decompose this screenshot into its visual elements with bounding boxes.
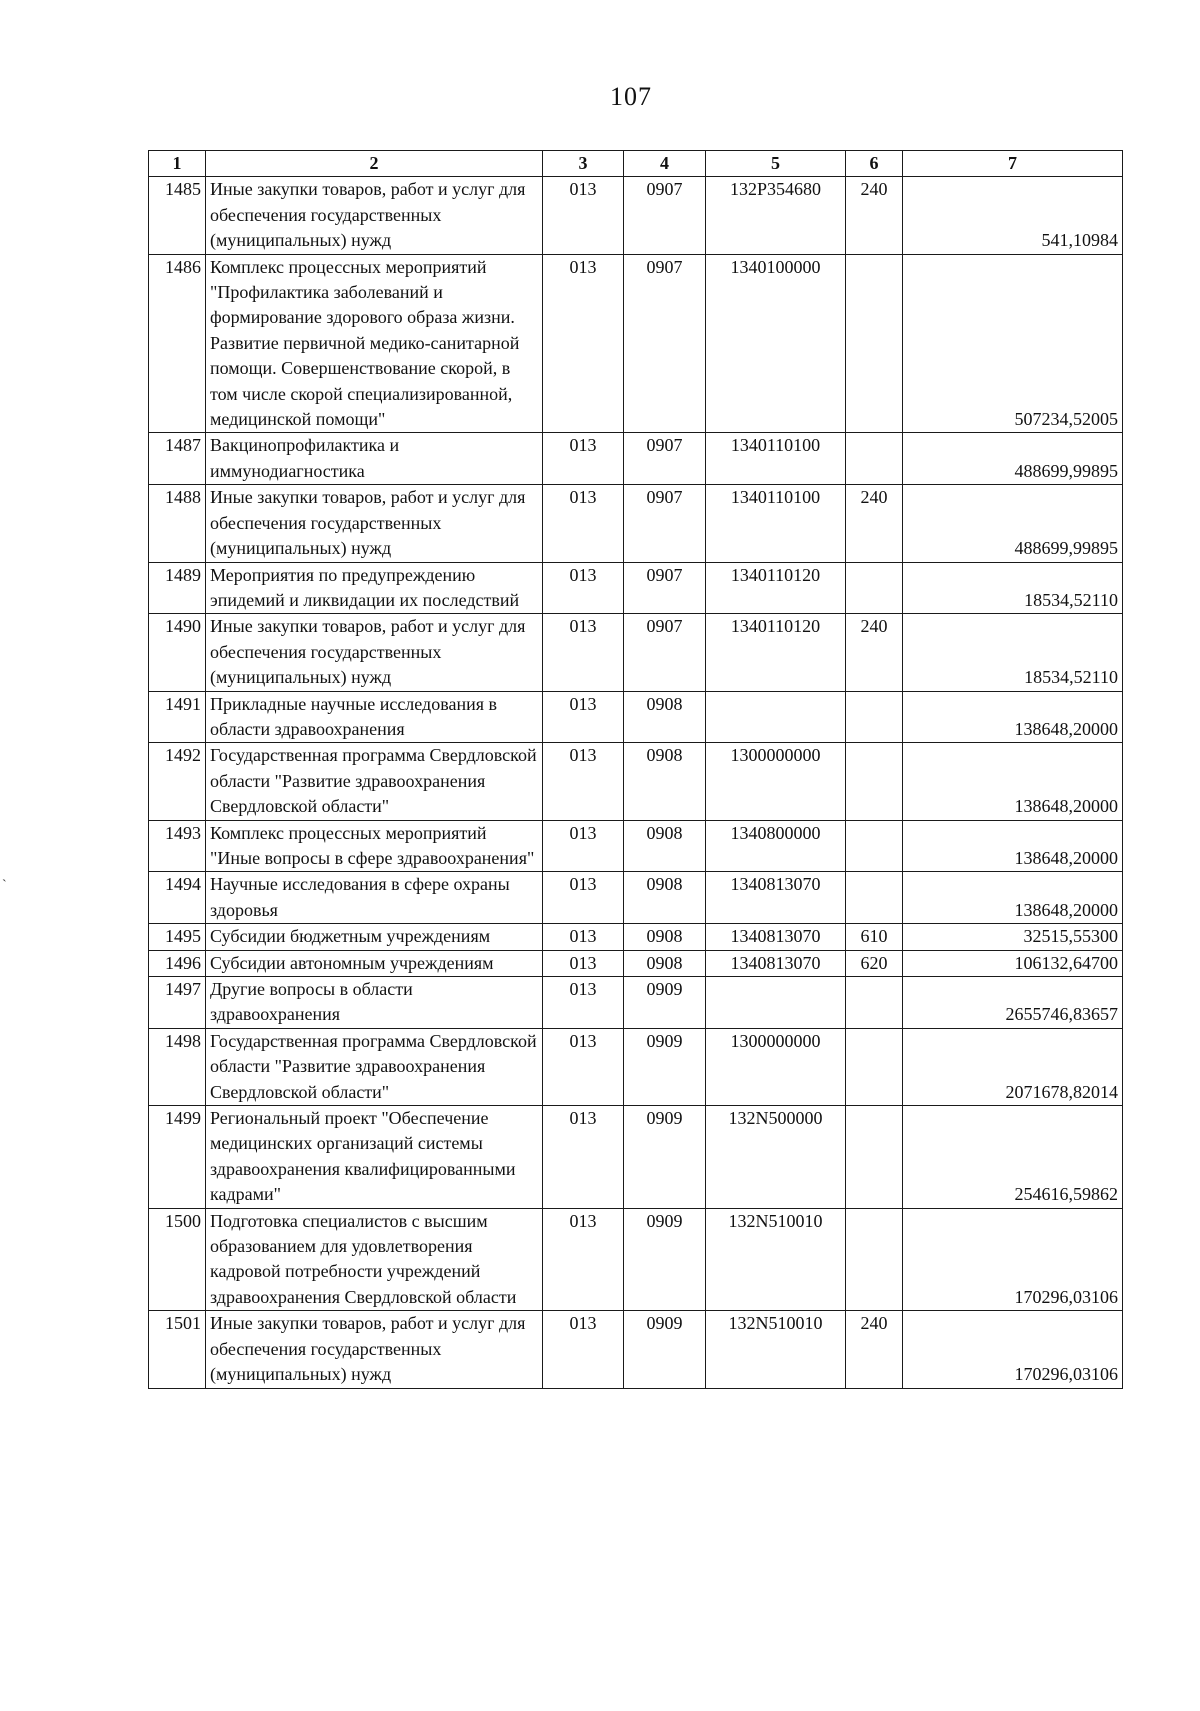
section-code: 0907 bbox=[624, 614, 706, 691]
section-code: 0909 bbox=[624, 1311, 706, 1388]
ministry-code: 013 bbox=[543, 950, 624, 976]
target-article-code: 1300000000 bbox=[706, 1028, 846, 1105]
expense-type-code bbox=[846, 743, 903, 820]
amount: 18534,52110 bbox=[903, 614, 1123, 691]
header-row bbox=[149, 151, 1123, 177]
ministry-code: 013 bbox=[543, 614, 624, 691]
ministry-code: 013 bbox=[543, 1106, 624, 1209]
ministry-code: 013 bbox=[543, 1028, 624, 1105]
row-number: 1490 bbox=[149, 614, 206, 691]
expense-type-code: 620 bbox=[846, 950, 903, 976]
ministry-code: 013 bbox=[543, 820, 624, 872]
expense-type-code: 240 bbox=[846, 485, 903, 562]
amount: 541,10984 bbox=[903, 177, 1123, 254]
header-col-3: 3 bbox=[543, 151, 624, 177]
item-name: Государственная программа Свердловской области "Развитие здравоохранения Свердловской области" bbox=[206, 743, 543, 820]
ministry-code: 013 bbox=[543, 433, 624, 485]
ministry-code: 013 bbox=[543, 1208, 624, 1311]
amount: 488699,99895 bbox=[903, 433, 1123, 485]
header-col-1: 1 bbox=[149, 151, 206, 177]
expense-type-code bbox=[846, 1028, 903, 1105]
budget-table bbox=[148, 150, 1123, 1389]
section-code: 0907 bbox=[624, 177, 706, 254]
scan-artifact: ` bbox=[2, 878, 7, 893]
item-name: Иные закупки товаров, работ и услуг для обеспечения государственных (муниципальных) нужд bbox=[206, 177, 543, 254]
item-name: Комплекс процессных мероприятий "Иные вопросы в сфере здравоохранения" bbox=[206, 820, 543, 872]
item-name: Иные закупки товаров, работ и услуг для обеспечения государственных (муниципальных) нужд bbox=[206, 485, 543, 562]
row-number: 1485 bbox=[149, 177, 206, 254]
target-article-code: 1340813070 bbox=[706, 950, 846, 976]
item-name: Субсидии бюджетным учреждениям bbox=[206, 924, 543, 950]
header-col-6: 6 bbox=[846, 151, 903, 177]
row-number: 1489 bbox=[149, 562, 206, 614]
item-name: Прикладные научные исследования в области здравоохранения bbox=[206, 691, 543, 743]
amount: 488699,99895 bbox=[903, 485, 1123, 562]
row-number: 1493 bbox=[149, 820, 206, 872]
expense-type-code bbox=[846, 820, 903, 872]
table-row bbox=[149, 820, 1123, 872]
row-number: 1498 bbox=[149, 1028, 206, 1105]
amount: 18534,52110 bbox=[903, 562, 1123, 614]
target-article-code: 132N510010 bbox=[706, 1311, 846, 1388]
ministry-code: 013 bbox=[543, 485, 624, 562]
row-number: 1496 bbox=[149, 950, 206, 976]
header-col-7: 7 bbox=[903, 151, 1123, 177]
section-code: 0908 bbox=[624, 743, 706, 820]
item-name: Субсидии автономным учреждениям bbox=[206, 950, 543, 976]
row-number: 1494 bbox=[149, 872, 206, 924]
section-code: 0909 bbox=[624, 1028, 706, 1105]
row-number: 1497 bbox=[149, 977, 206, 1029]
expense-type-code: 240 bbox=[846, 177, 903, 254]
table-row bbox=[149, 614, 1123, 691]
table-row bbox=[149, 254, 1123, 433]
item-name: Иные закупки товаров, работ и услуг для обеспечения государственных (муниципальных) нужд bbox=[206, 1311, 543, 1388]
expense-type-code bbox=[846, 691, 903, 743]
expense-type-code: 610 bbox=[846, 924, 903, 950]
section-code: 0908 bbox=[624, 872, 706, 924]
target-article-code: 132N500000 bbox=[706, 1106, 846, 1209]
item-name: Подготовка специалистов с высшим образованием для удовлетворения кадровой потребности учреждений здравоохранения Свердловской области bbox=[206, 1208, 543, 1311]
target-article-code: 1340110100 bbox=[706, 485, 846, 562]
ministry-code: 013 bbox=[543, 977, 624, 1029]
item-name: Региональный проект "Обеспечение медицинских организаций системы здравоохранения квалифицированными кадрами" bbox=[206, 1106, 543, 1209]
expense-type-code bbox=[846, 433, 903, 485]
section-code: 0907 bbox=[624, 562, 706, 614]
target-article-code bbox=[706, 691, 846, 743]
row-number: 1488 bbox=[149, 485, 206, 562]
table-row bbox=[149, 872, 1123, 924]
table-row bbox=[149, 485, 1123, 562]
amount: 138648,20000 bbox=[903, 872, 1123, 924]
row-number: 1492 bbox=[149, 743, 206, 820]
amount: 170296,03106 bbox=[903, 1311, 1123, 1388]
target-article-code: 1340813070 bbox=[706, 872, 846, 924]
expense-type-code bbox=[846, 1208, 903, 1311]
section-code: 0909 bbox=[624, 1208, 706, 1311]
table-row bbox=[149, 433, 1123, 485]
header-col-2: 2 bbox=[206, 151, 543, 177]
section-code: 0909 bbox=[624, 977, 706, 1029]
target-article-code: 1340100000 bbox=[706, 254, 846, 433]
target-article-code: 1340813070 bbox=[706, 924, 846, 950]
ministry-code: 013 bbox=[543, 924, 624, 950]
section-code: 0908 bbox=[624, 691, 706, 743]
table-header bbox=[149, 151, 1123, 177]
item-name: Другие вопросы в области здравоохранения bbox=[206, 977, 543, 1029]
section-code: 0908 bbox=[624, 950, 706, 976]
ministry-code: 013 bbox=[543, 872, 624, 924]
section-code: 0908 bbox=[624, 924, 706, 950]
section-code: 0907 bbox=[624, 485, 706, 562]
target-article-code: 132P354680 bbox=[706, 177, 846, 254]
expense-type-code bbox=[846, 562, 903, 614]
ministry-code: 013 bbox=[543, 691, 624, 743]
row-number: 1500 bbox=[149, 1208, 206, 1311]
row-number: 1487 bbox=[149, 433, 206, 485]
expense-type-code bbox=[846, 254, 903, 433]
amount: 32515,55300 bbox=[903, 924, 1123, 950]
row-number: 1495 bbox=[149, 924, 206, 950]
item-name: Вакцинопрофилактика и иммунодиагностика bbox=[206, 433, 543, 485]
ministry-code: 013 bbox=[543, 177, 624, 254]
amount: 254616,59862 bbox=[903, 1106, 1123, 1209]
expense-type-code: 240 bbox=[846, 1311, 903, 1388]
row-number: 1491 bbox=[149, 691, 206, 743]
table-row bbox=[149, 950, 1123, 976]
section-code: 0908 bbox=[624, 820, 706, 872]
section-code: 0907 bbox=[624, 433, 706, 485]
amount: 507234,52005 bbox=[903, 254, 1123, 433]
header-col-4: 4 bbox=[624, 151, 706, 177]
amount: 2655746,83657 bbox=[903, 977, 1123, 1029]
amount: 138648,20000 bbox=[903, 743, 1123, 820]
section-code: 0907 bbox=[624, 254, 706, 433]
target-article-code: 1300000000 bbox=[706, 743, 846, 820]
table-row bbox=[149, 977, 1123, 1029]
target-article-code: 1340800000 bbox=[706, 820, 846, 872]
amount: 138648,20000 bbox=[903, 820, 1123, 872]
expense-type-code bbox=[846, 1106, 903, 1209]
target-article-code: 1340110100 bbox=[706, 433, 846, 485]
table-body bbox=[149, 177, 1123, 1388]
target-article-code: 1340110120 bbox=[706, 614, 846, 691]
expense-type-code bbox=[846, 872, 903, 924]
amount: 106132,64700 bbox=[903, 950, 1123, 976]
expense-type-code bbox=[846, 977, 903, 1029]
header-col-5: 5 bbox=[706, 151, 846, 177]
table-row bbox=[149, 1028, 1123, 1105]
item-name: Научные исследования в сфере охраны здоровья bbox=[206, 872, 543, 924]
ministry-code: 013 bbox=[543, 743, 624, 820]
item-name: Мероприятия по предупреждению эпидемий и ликвидации их последствий bbox=[206, 562, 543, 614]
page-number: 107 bbox=[610, 82, 652, 111]
target-article-code bbox=[706, 977, 846, 1029]
item-name: Иные закупки товаров, работ и услуг для обеспечения государственных (муниципальных) нужд bbox=[206, 614, 543, 691]
ministry-code: 013 bbox=[543, 254, 624, 433]
target-article-code: 1340110120 bbox=[706, 562, 846, 614]
item-name: Комплекс процессных мероприятий "Профилактика заболеваний и формирование здорового образа жизни. Развитие первичной медико-санитарной помощи. Совершенствование скорой, в том числе скорой специализированной, медицинской помощи" bbox=[206, 254, 543, 433]
expense-type-code: 240 bbox=[846, 614, 903, 691]
row-number: 1501 bbox=[149, 1311, 206, 1388]
table-row bbox=[149, 1311, 1123, 1388]
row-number: 1486 bbox=[149, 254, 206, 433]
ministry-code: 013 bbox=[543, 562, 624, 614]
amount: 170296,03106 bbox=[903, 1208, 1123, 1311]
table-row bbox=[149, 562, 1123, 614]
target-article-code: 132N510010 bbox=[706, 1208, 846, 1311]
table-row bbox=[149, 177, 1123, 254]
table-row bbox=[149, 924, 1123, 950]
ministry-code: 013 bbox=[543, 1311, 624, 1388]
amount: 2071678,82014 bbox=[903, 1028, 1123, 1105]
table-row bbox=[149, 691, 1123, 743]
section-code: 0909 bbox=[624, 1106, 706, 1209]
table-row bbox=[149, 743, 1123, 820]
row-number: 1499 bbox=[149, 1106, 206, 1209]
amount: 138648,20000 bbox=[903, 691, 1123, 743]
table-row bbox=[149, 1106, 1123, 1209]
table-row bbox=[149, 1208, 1123, 1311]
item-name: Государственная программа Свердловской области "Развитие здравоохранения Свердловской области" bbox=[206, 1028, 543, 1105]
